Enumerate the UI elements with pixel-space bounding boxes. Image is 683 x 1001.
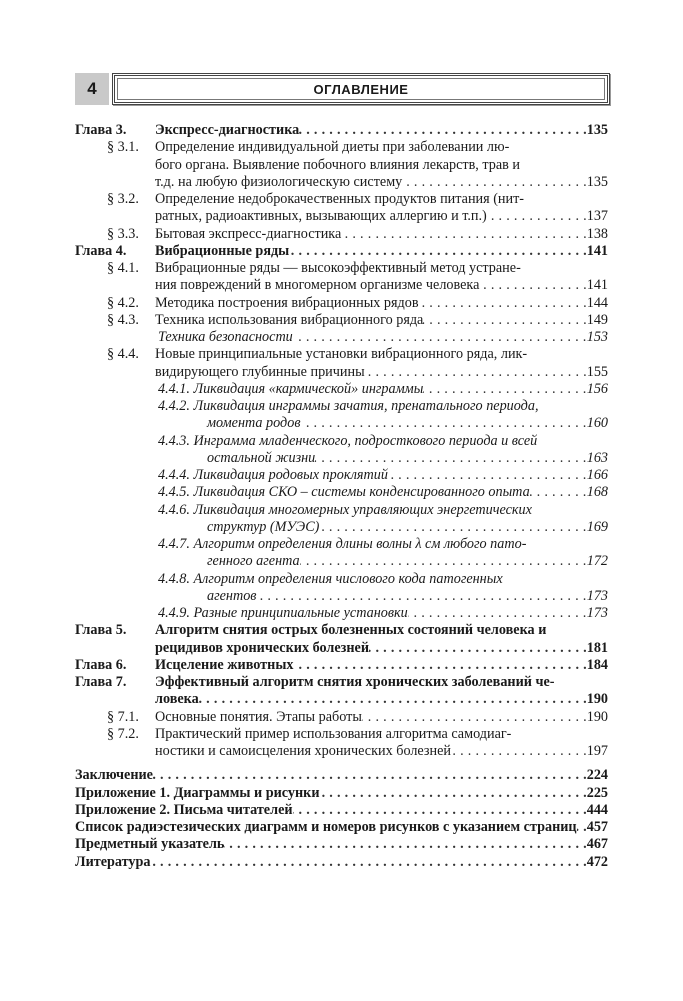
dot-leader bbox=[577, 819, 587, 836]
page-number: 4 bbox=[75, 73, 109, 105]
dot-leader bbox=[319, 519, 586, 536]
toc-entry-page: 153 bbox=[586, 329, 608, 345]
dot-leader bbox=[423, 381, 586, 398]
toc-entry-sub[interactable] bbox=[75, 536, 608, 571]
toc-entry-title-line: Вибрационные ряды — высокоэффективный метод устране- bbox=[155, 260, 521, 276]
toc-entry-title-line: Приложение 2. Письма читателей bbox=[75, 801, 293, 818]
toc-entry-section[interactable] bbox=[75, 260, 608, 295]
toc-entry-chapter[interactable] bbox=[75, 243, 608, 260]
toc-entry-title-line: ловека bbox=[155, 691, 199, 708]
toc-entry-sub[interactable] bbox=[75, 502, 608, 537]
dot-leader bbox=[365, 364, 587, 381]
toc-entry-sub[interactable] bbox=[75, 467, 608, 484]
toc-entry-label: § 7.2. bbox=[107, 725, 139, 742]
toc-entry-title-line: 4.4.2. Ликвидация инграммы зачатия, пренатального периода, bbox=[158, 398, 539, 414]
dot-leader bbox=[388, 467, 587, 484]
dot-leader bbox=[320, 785, 587, 802]
toc-entry-back[interactable] bbox=[75, 802, 608, 819]
toc-entry-page: 168 bbox=[586, 484, 608, 501]
toc-entry-title-line: Бытовая экспресс-диагностика bbox=[155, 225, 342, 242]
toc-entry-page: 173 bbox=[586, 587, 608, 604]
toc-entry-title-line: 4.4.9. Разные принципиальные установки bbox=[158, 605, 408, 621]
toc-entry-page: 135 bbox=[586, 173, 608, 190]
toc-entry-title-line: Практический пример использования алгоритма самодиаг- bbox=[155, 725, 512, 742]
toc-entry-page: 156 bbox=[586, 380, 608, 397]
dot-leader bbox=[423, 312, 586, 329]
toc-entry-title-line: Алгоритм снятия острых болезненных состояний человека и bbox=[155, 622, 547, 639]
dot-leader bbox=[419, 295, 587, 312]
toc-entry-page: 155 bbox=[586, 363, 608, 380]
toc-entry-sub[interactable] bbox=[75, 605, 608, 622]
toc-entry-title-line: ратных, радиоактивных, вызывающих аллергию и т.п.) bbox=[155, 208, 487, 225]
toc-entry-back[interactable] bbox=[75, 785, 608, 802]
toc-entry-title-line: 4.4.8. Алгоритм определения числового кода патогенных bbox=[158, 570, 503, 587]
toc-entry-title-line: структур (МУЭС) bbox=[207, 518, 320, 535]
dot-leader bbox=[199, 691, 587, 708]
toc-entry-title-line: Заключение bbox=[75, 767, 153, 784]
dot-leader bbox=[315, 450, 586, 467]
toc-entry-title-line: бого органа. Выявление побочного влияния лекарств, трав и bbox=[155, 156, 521, 173]
dot-leader bbox=[151, 854, 587, 871]
toc-entry-title-line: 4.4.1. Ликвидация «кармической» инграммы bbox=[158, 380, 424, 397]
toc-entry-page: 141 bbox=[586, 277, 608, 294]
toc-entry-chapter[interactable] bbox=[75, 122, 608, 139]
toc-entry-page: 184 bbox=[586, 656, 608, 673]
toc-entry-page: 138 bbox=[586, 225, 608, 242]
dot-leader bbox=[479, 277, 586, 294]
toc-entry-sub[interactable] bbox=[75, 484, 608, 501]
toc-entry-label: § 4.1. bbox=[107, 260, 139, 276]
toc-entry-page: 197 bbox=[586, 743, 608, 759]
toc-entry-back[interactable] bbox=[75, 836, 608, 853]
toc-entry-label: § 3.3. bbox=[107, 225, 139, 242]
toc-entry-title-line: ния повреждений в многомерном организме человека bbox=[155, 277, 480, 294]
toc-entry-sub[interactable] bbox=[75, 381, 608, 398]
toc-entry-title-line: момента родов bbox=[207, 415, 301, 432]
toc-entry-sub[interactable] bbox=[75, 433, 608, 468]
toc-entry-title-line: т.д. на любую физиологическую систему bbox=[155, 173, 403, 190]
dot-leader bbox=[362, 709, 587, 726]
toc-entry-sub[interactable] bbox=[75, 571, 608, 606]
toc-entry-label: Глава 6. bbox=[75, 656, 127, 673]
dot-leader bbox=[299, 122, 586, 139]
toc-entry-page: 472 bbox=[586, 853, 608, 870]
toc-entry-page: 190 bbox=[586, 708, 608, 725]
toc-entry-sub[interactable] bbox=[75, 398, 608, 433]
toc-entry-page: 172 bbox=[586, 553, 608, 570]
toc-entry-label: § 4.2. bbox=[107, 294, 139, 311]
toc-entry-page: 149 bbox=[586, 311, 608, 328]
toc-entry-title-line: 4.4.6. Ликвидация многомерных управляющих энергетических bbox=[158, 501, 532, 518]
dot-leader bbox=[341, 226, 586, 243]
toc-entry-chapter[interactable] bbox=[75, 622, 608, 657]
toc-entry-page: 190 bbox=[586, 691, 608, 708]
toc-entry-title-line: Основные понятия. Этапы работы bbox=[155, 708, 362, 725]
dot-leader bbox=[487, 208, 587, 225]
toc-entry-chapter[interactable] bbox=[75, 657, 608, 674]
toc-entry-title-line: Определение индивидуальной диеты при заболевании лю- bbox=[155, 139, 510, 156]
toc-entry-page: 144 bbox=[586, 294, 608, 311]
toc-entry-page: 163 bbox=[586, 449, 608, 466]
toc-entry-label: Глава 7. bbox=[75, 674, 127, 690]
toc-entry-back[interactable] bbox=[75, 854, 608, 871]
toc-entry-label: § 7.1. bbox=[107, 708, 139, 725]
toc-entry-label: § 3.2. bbox=[107, 191, 139, 207]
toc-entry-title-line: Литература bbox=[75, 853, 151, 870]
dot-leader bbox=[294, 657, 587, 674]
dot-leader bbox=[451, 743, 587, 760]
toc-entry-label: § 4.3. bbox=[107, 311, 139, 328]
dot-leader bbox=[408, 605, 587, 622]
toc-entry-label: Глава 5. bbox=[75, 622, 127, 639]
toc-entry-title-line: агентов bbox=[207, 587, 257, 604]
toc-entry-chapter[interactable] bbox=[75, 674, 608, 709]
dot-leader bbox=[289, 243, 586, 260]
dot-leader bbox=[530, 484, 587, 501]
toc-gap bbox=[75, 760, 608, 767]
toc-entry-title-line: ностики и самоисцеления хронических болезней bbox=[155, 743, 451, 759]
toc-entry-title-line: рецидивов хронических болезней bbox=[155, 639, 370, 656]
toc-entry-page: 457 bbox=[586, 819, 608, 835]
toc-entry-page: 166 bbox=[586, 467, 608, 483]
toc-entry-back[interactable] bbox=[75, 767, 608, 784]
toc-entry-title-line: генного агента bbox=[207, 553, 300, 570]
toc-entry-page: 160 bbox=[586, 415, 608, 432]
toc-entry-title-line: Эффективный алгоритм снятия хронических заболеваний че- bbox=[155, 674, 555, 690]
toc-entry-page: 224 bbox=[586, 767, 608, 784]
toc-entry-section[interactable] bbox=[75, 709, 608, 726]
toc-entry-page: 181 bbox=[586, 639, 608, 656]
table-of-contents bbox=[75, 122, 608, 871]
toc-entry-title-line: Новые принципиальные установки вибрационного ряда, лик- bbox=[155, 346, 528, 363]
toc-entry-section[interactable] bbox=[75, 726, 608, 761]
toc-entry-title-line: 4.4.3. Инграмма младенческого, подросткового периода и всей bbox=[158, 432, 538, 449]
toc-entry-title-line: остальной жизни bbox=[207, 449, 316, 466]
toc-entry-title-line: Техника безопасности bbox=[158, 329, 293, 345]
toc-entry-section[interactable] bbox=[75, 312, 608, 329]
toc-entry-title-line: Техника использования вибрационного ряда bbox=[155, 311, 424, 328]
toc-entry-page: 444 bbox=[586, 801, 608, 818]
toc-entry-title-line: видирующего глубинные причины bbox=[155, 363, 365, 380]
toc-entry-title-line: Список радиэстезических диаграмм и номеров рисунков с указанием страниц bbox=[75, 819, 577, 835]
toc-entry-subhead[interactable] bbox=[75, 329, 608, 346]
toc-entry-back[interactable] bbox=[75, 819, 608, 836]
toc-entry-title-line: Методика построения вибрационных рядов bbox=[155, 294, 419, 311]
toc-entry-title-line: 4.4.4. Ликвидация родовых проклятий bbox=[158, 467, 388, 483]
toc-entry-title-line: Экспресс-диагностика bbox=[155, 122, 300, 138]
toc-entry-section[interactable] bbox=[75, 139, 608, 191]
dot-leader bbox=[293, 329, 587, 346]
toc-entry-section[interactable] bbox=[75, 346, 608, 381]
toc-entry-label: § 4.4. bbox=[107, 346, 139, 363]
toc-entry-label: § 3.1. bbox=[107, 139, 139, 156]
toc-entry-page: 467 bbox=[586, 836, 608, 853]
toc-entry-title-line: 4.4.7. Алгоритм определения длины волны λ см любого пато- bbox=[158, 536, 527, 552]
dot-leader bbox=[153, 767, 587, 784]
toc-entry-page: 173 bbox=[586, 605, 608, 621]
toc-entry-title-line: Определение недоброкачественных продуктов питания (нит- bbox=[155, 191, 525, 207]
dot-leader bbox=[402, 174, 586, 191]
toc-entry-page: 137 bbox=[586, 208, 608, 225]
page-title: ОГЛАВЛЕНИЕ bbox=[112, 73, 610, 105]
dot-leader bbox=[256, 588, 586, 605]
dot-leader bbox=[301, 415, 587, 432]
toc-entry-label: Глава 3. bbox=[75, 122, 127, 138]
toc-entry-section[interactable] bbox=[75, 191, 608, 226]
dot-leader bbox=[293, 802, 587, 819]
dot-leader bbox=[300, 553, 587, 570]
dot-leader bbox=[369, 640, 587, 657]
toc-entry-title-line: Приложение 1. Диаграммы и рисунки bbox=[75, 784, 320, 801]
toc-entry-page: 141 bbox=[586, 242, 608, 259]
toc-entry-page: 169 bbox=[586, 518, 608, 535]
toc-entry-section[interactable] bbox=[75, 226, 608, 243]
toc-entry-label: Глава 4. bbox=[75, 242, 127, 259]
dot-leader bbox=[224, 836, 586, 853]
toc-entry-title-line: Вибрационные ряды bbox=[155, 242, 290, 259]
toc-entry-page: 225 bbox=[586, 784, 608, 801]
toc-entry-title-line: Исцеление животных bbox=[155, 656, 294, 673]
toc-entry-page: 135 bbox=[586, 122, 608, 138]
toc-entry-title-line: 4.4.5. Ликвидация СКО – системы конденсированного опыта bbox=[158, 484, 530, 501]
toc-entry-section[interactable] bbox=[75, 295, 608, 312]
toc-entry-title-line: Предметный указатель bbox=[75, 836, 225, 853]
